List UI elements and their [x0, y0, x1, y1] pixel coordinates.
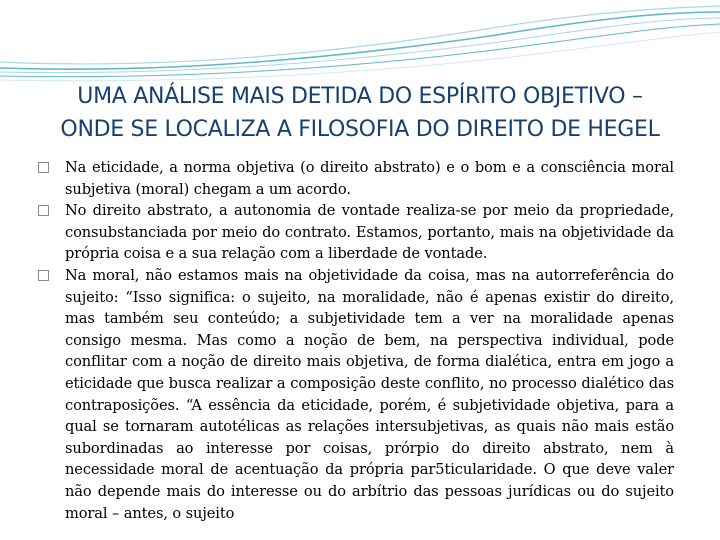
slide-title [20, 80, 700, 146]
bullet-item-moral [38, 265, 674, 524]
bullet-text: Na moral, não estamos mais na objetividade da coisa, mas na autorreferência do sujeito: “Isso significa: o sujeito, na moralidade, não é apenas existir do direito, mas também seu conteúdo; a subjetividade tem a ver na moralidade apenas consigo mesma. Mas como a noção de bem, na perspectiva individual, pode conflitar com a noção de direito mais objetiva, de forma dialética, entra em jogo a eticidade que busca realizar a composição deste conflito, no processo dialético das contraposições. “A essência da eticidade, porém, é subjetividade objetiva, para a qual se tornaram autotélicas as relações intersubjetivas, as quais não mais estão subordinadas ao interesse por coisas, prórpio do direito abstrato, nem à necessidade moral de acentuação da própria par5ticularidade. O que deve valer não depende mais do interesse ou do arbítrio das pessoas jurídicas ou do sujeito moral – antes, o sujeito [65, 266, 674, 522]
title-line-2: ONDE SE LOCALIZA A FILOSOFIA DO DIREITO DE HEGEL [60, 117, 660, 142]
square-bullet-icon [38, 162, 49, 173]
title-line-1: UMA ANÁLISE MAIS DETIDA DO ESPÍRITO OBJETIVO – [77, 84, 643, 109]
bullet-text: No direito abstrato, a autonomia de vontade realiza-se por meio da propriedade, consubstanciada por meio do contrato. Estamos, portanto, mais na objetividade da própria coisa e a sua relação com a liberdade de vontade. [65, 202, 674, 263]
bullet-item-eticidade [38, 157, 674, 200]
bullet-list [38, 157, 674, 524]
square-bullet-icon [38, 205, 49, 216]
square-bullet-icon [38, 270, 49, 281]
bullet-item-direito-abstrato [38, 200, 674, 265]
bullet-text: Na eticidade, a norma objetiva (o direito abstrato) e o bom e a consciência moral subjetiva (moral) chegam a um acordo. [65, 159, 674, 198]
header-swoosh-decoration [0, 0, 720, 90]
